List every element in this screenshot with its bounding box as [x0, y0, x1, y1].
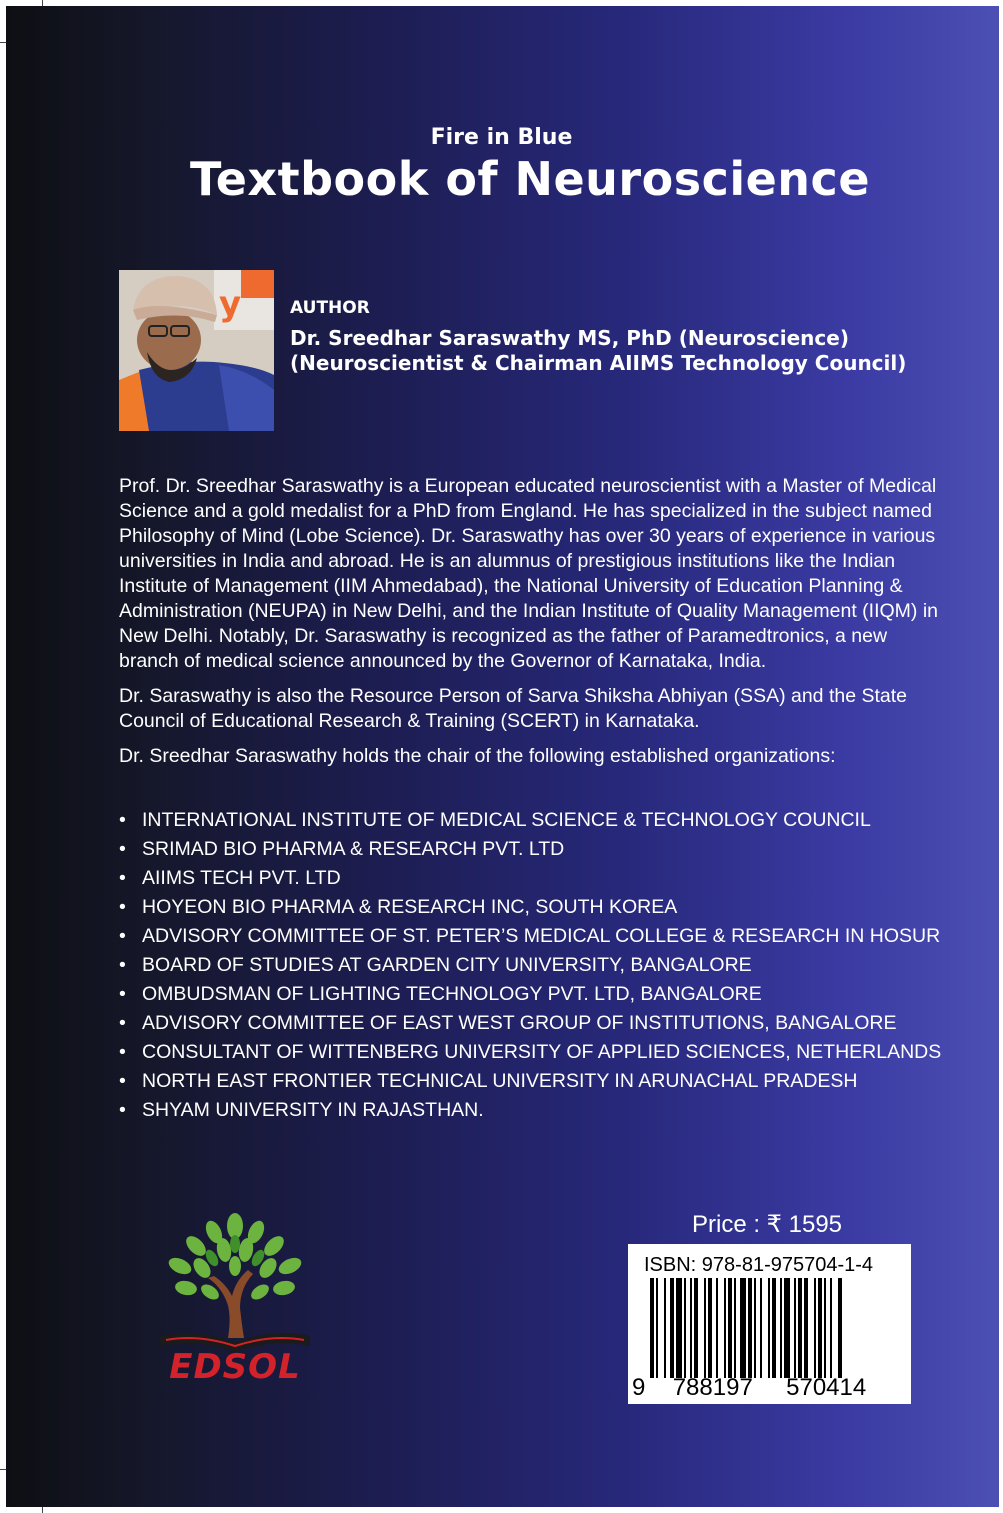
author-name: Dr. Sreedhar Saraswathy MS, PhD (Neuroscience) — [290, 326, 849, 350]
barcode-bar — [740, 1278, 746, 1378]
barcode-bar — [768, 1278, 770, 1378]
author-role: (Neuroscientist & Chairman AIIMS Technology Council) — [290, 351, 907, 375]
barcode-bar — [824, 1278, 826, 1378]
barcode-digits-right: 570414 — [786, 1374, 867, 1401]
barcode-bar — [670, 1278, 674, 1378]
organization-name: OMBUDSMAN OF LIGHTING TECHNOLOGY PVT. LTD, BANGALORE — [142, 983, 762, 1005]
bullet-icon: • — [119, 838, 126, 860]
series-title: Fire in Blue — [430, 125, 573, 150]
organization-name: SHYAM UNIVERSITY IN RAJASTHAN. — [142, 1099, 484, 1121]
author-label: AUTHOR — [290, 298, 370, 318]
barcode-digit-lead: 9 — [632, 1374, 646, 1401]
list-item — [119, 951, 941, 980]
bullet-icon: • — [119, 1099, 126, 1121]
barcode-bar — [704, 1278, 706, 1378]
barcode-bar — [694, 1278, 698, 1378]
bullet-icon: • — [119, 1012, 126, 1034]
organization-name: INTERNATIONAL INSTITUTE OF MEDICAL SCIENCE & TECHNOLOGY COUNCIL — [142, 809, 871, 831]
barcode-icon — [650, 1278, 890, 1378]
barcode-bar — [818, 1278, 822, 1378]
list-item — [119, 893, 941, 922]
organization-name: CONSULTANT OF WITTENBERG UNIVERSITY OF APPLIED SCIENCES, NETHERLANDS — [142, 1041, 942, 1063]
list-item — [119, 922, 941, 951]
list-item — [119, 1009, 941, 1038]
price-label: Price : ₹ 1595 — [692, 1211, 843, 1238]
organizations-list — [119, 806, 941, 1125]
barcode-bar — [804, 1278, 808, 1378]
bio-paragraph: Dr. Sreedhar Saraswathy holds the chair of the following established organizations: — [119, 745, 836, 767]
barcode-bar — [838, 1278, 842, 1378]
bio-paragraph: Dr. Saraswathy is also the Resource Person of Sarva Shiksha Abhiyan (SSA) and the State Council of Educational Research & Training (SCERT) in Karnataka. — [119, 685, 907, 732]
bio-paragraph: Prof. Dr. Sreedhar Saraswathy is a European educated neuroscientist with a Master of Medical Science and a gold medalist for a PhD from England. He has specialized in the subject named Philosophy of Mind (Lobe Science). Dr. Saraswathy has over 30 years of experience in various universities in India and abroad. He is an alumnus of prestigious institutions like the Indian Institute of Management (IIM Ahmedabad), the National University of Education Planning & Administration (NEUPA) in New Delhi, and the Indian Institute of Quality Management (IIQM) in New Delhi. Notably, Dr. Saraswathy is recognized as the father of Paramedtronics, a new branch of medical science announced by the Governor of Karnataka, India. — [119, 475, 938, 672]
barcode-bar — [784, 1278, 790, 1378]
barcode-bar — [656, 1278, 658, 1378]
barcode-bar — [748, 1278, 752, 1378]
organization-name: NORTH EAST FRONTIER TECHNICAL UNIVERSITY IN ARUNACHAL PRADESH — [142, 1070, 858, 1092]
author-photo — [119, 270, 274, 431]
author-block — [290, 298, 906, 376]
barcode-bar — [798, 1278, 802, 1378]
barcode-bar — [760, 1278, 762, 1378]
isbn-text: ISBN: 978-81-975704-1-4 — [644, 1254, 874, 1276]
barcode-bar — [814, 1278, 816, 1378]
organization-name: AIIMS TECH PVT. LTD — [142, 867, 341, 889]
bullet-icon: • — [119, 1041, 126, 1063]
organization-name: BOARD OF STUDIES AT GARDEN CITY UNIVERSITY, BANGALORE — [142, 954, 752, 976]
barcode-bar — [684, 1278, 686, 1378]
bullet-icon: • — [119, 983, 126, 1005]
organization-name: ADVISORY COMMITTEE OF EAST WEST GROUP OF INSTITUTIONS, BANGALORE — [142, 1012, 897, 1034]
organization-name: SRIMAD BIO PHARMA & RESEARCH PVT. LTD — [142, 838, 565, 860]
barcode-bar — [754, 1278, 756, 1378]
bullet-icon: • — [119, 1070, 126, 1092]
tree-book-logo-icon — [150, 1208, 320, 1383]
list-item — [119, 980, 941, 1009]
organization-name: HOYEON BIO PHARMA & RESEARCH INC, SOUTH KOREA — [142, 896, 678, 918]
list-item — [119, 864, 941, 893]
list-item — [119, 1096, 941, 1125]
barcode-bar — [772, 1278, 776, 1378]
barcode-bar — [794, 1278, 796, 1378]
barcode-digits-left: 788197 — [672, 1374, 753, 1401]
barcode-bar — [724, 1278, 726, 1378]
barcode-box — [628, 1244, 911, 1404]
bullet-icon: • — [119, 896, 126, 918]
barcode-bar — [716, 1278, 718, 1378]
barcode-bar — [780, 1278, 782, 1378]
author-biography — [119, 474, 949, 779]
barcode-bar — [664, 1278, 666, 1378]
barcode-digits — [632, 1374, 866, 1402]
list-item — [119, 1038, 941, 1067]
publisher-logo — [150, 1208, 320, 1383]
svg-text:y: y — [219, 284, 242, 324]
barcode-bar — [734, 1278, 736, 1378]
barcode-bar — [708, 1278, 712, 1378]
list-item — [119, 806, 941, 835]
bullet-icon: • — [119, 809, 126, 831]
barcode-bar — [676, 1278, 682, 1378]
list-item — [119, 835, 941, 864]
barcode-bar — [690, 1278, 692, 1378]
book-title: Textbook of Neuroscience — [189, 152, 871, 206]
organization-name: ADVISORY COMMITTEE OF ST. PETER’S MEDICAL COLLEGE & RESEARCH IN HOSUR — [142, 925, 941, 947]
bullet-icon: • — [119, 867, 126, 889]
barcode-bar — [728, 1278, 732, 1378]
barcode-bar — [830, 1278, 832, 1378]
list-item — [119, 1067, 941, 1096]
barcode-bar — [650, 1278, 654, 1378]
bullet-icon: • — [119, 925, 126, 947]
bullet-icon: • — [119, 954, 126, 976]
logo-text: EDSOL — [169, 1347, 301, 1383]
